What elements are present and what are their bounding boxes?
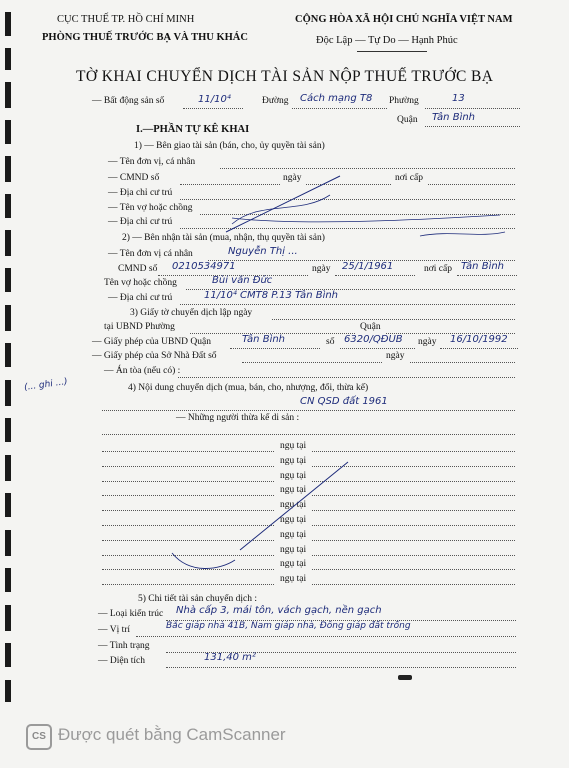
receiver-place-label: nơi cấp [424, 264, 452, 274]
giver-heading: 1) — Bên giao tài sản (bán, cho, ủy quyền tài sản) [134, 141, 325, 151]
district-value: Tân Bình [432, 112, 476, 123]
margin-note: (... ghi ...) [23, 376, 69, 394]
court-label: — Án tòa (nếu có) : [104, 366, 181, 376]
papers-heading: 3) Giấy tờ chuyển dịch lập ngày [130, 308, 253, 318]
ubnd-ward-label: tại UBND Phường [104, 322, 175, 332]
heir-residence-label: ngụ tại [280, 500, 307, 510]
ubnd-district-label: Quận [360, 322, 381, 332]
area-label: — Diện tích [98, 656, 145, 666]
district-label: Quận [397, 115, 418, 125]
content-value: CN QSD đất 1961 [300, 396, 388, 407]
form-title: TỜ KHAI CHUYỂN DỊCH TÀI SẢN NỘP THUẾ TRƯỚC BẠ [76, 68, 494, 85]
property-number: 11/10⁴ [198, 94, 231, 105]
heir-residence-label: ngụ tại [280, 485, 307, 495]
receiver-address-label: — Địa chỉ cư trú [108, 293, 173, 303]
giver-name-label: — Tên đơn vị, cá nhân [108, 157, 196, 167]
details-heading: 5) Chi tiết tài sản chuyển dịch : [138, 594, 257, 604]
giver-day-label: ngày [283, 173, 302, 183]
heir-residence-label: ngụ tại [280, 441, 307, 451]
receiver-day-label: ngày [312, 264, 331, 274]
giver-id-label: — CMND số [108, 173, 160, 183]
receiver-name: Nguyễn Thị ... [228, 246, 298, 257]
receiver-spouse-label: Tên vợ hoặc chồng [104, 278, 177, 288]
permit-day: 16/10/1992 [450, 334, 508, 345]
location-value: Bắc giáp nhà 41B, Nam giáp nhà, Đông giáp đất trống [166, 621, 411, 631]
permit-dept-label: — Giấy phép của Sở Nhà Đất số [92, 351, 217, 361]
ward-label: Phường [389, 96, 419, 106]
permit-no: 6320/QĐUB [344, 334, 403, 345]
permit-dept-day-label: ngày [386, 351, 405, 361]
permit-district-label: — Giấy phép của UBND Quận [92, 337, 211, 347]
giver-spouse-label: — Tên vợ hoặc chồng [108, 203, 193, 213]
section-heading: I.—PHẦN TỰ KÊ KHAI [136, 124, 250, 135]
receiver-id: 0210534971 [172, 261, 236, 272]
heir-residence-label: ngụ tại [280, 456, 307, 466]
area-value: 131,40 m² [204, 652, 256, 663]
giver-place-label: nơi cấp [395, 173, 423, 183]
arch-value: Nhà cấp 3, mái tôn, vách gạch, nền gạch [176, 605, 382, 616]
giver-spouse-address-label: — Địa chỉ cư trú [108, 217, 173, 227]
permit-district-value: Tân Bình [242, 334, 286, 345]
heir-residence-label: ngụ tại [280, 471, 307, 481]
receiver-name-label: — Tên đơn vị cá nhân [108, 249, 193, 259]
motto: Độc Lập — Tự Do — Hạnh Phúc [316, 35, 458, 46]
heir-residence-label: ngụ tại [280, 574, 307, 584]
receiver-address: 11/10⁴ CMT8 P.13 Tân Bình [204, 290, 339, 301]
arch-label: — Loại kiến trúc [98, 609, 164, 619]
receiver-place: Tân Bình [461, 261, 505, 272]
camscanner-logo: CS [26, 724, 52, 750]
heir-residence-label: ngụ tại [280, 559, 307, 569]
scanner-watermark: Được quét bằng CamScanner [58, 725, 286, 744]
permit-no-label: số [326, 337, 335, 347]
status-label: — Tình trạng [98, 641, 150, 651]
receiver-day: 25/1/1961 [342, 261, 394, 272]
heirs-heading: — Những người thừa kế di sản : [176, 413, 300, 423]
tax-office-name: PHÒNG THUẾ TRƯỚC BẠ VÀ THU KHÁC [42, 32, 248, 43]
heir-residence-label: ngụ tại [280, 515, 307, 525]
property-label: — Bất động sản số [92, 96, 165, 106]
permit-day-label: ngày [418, 337, 437, 347]
heir-residence-label: ngụ tại [280, 530, 307, 540]
country-name: CỘNG HÒA XÃ HỘI CHỦ NGHĨA VIỆT NAM [295, 14, 513, 25]
content-heading: 4) Nội dung chuyển dịch (mua, bán, cho, nhượng, đổi, thừa kế) [128, 383, 369, 393]
receiver-id-label: CMND số [118, 264, 158, 274]
street-label: Đường [262, 96, 289, 106]
location-label: — Vị trí [98, 625, 131, 635]
ward-value: 13 [452, 93, 465, 104]
receiver-spouse: Bùi văn Đức [212, 275, 273, 286]
giver-address-label: — Địa chỉ cư trú [108, 188, 173, 198]
tax-department-name: CỤC THUẾ TP. HỒ CHÍ MINH [57, 14, 195, 25]
receiver-heading: 2) — Bên nhận tài sản (mua, nhận, thụ quyền tài sản) [122, 233, 325, 243]
heir-residence-label: ngụ tại [280, 545, 307, 555]
street-value: Cách mạng T8 [300, 93, 373, 104]
